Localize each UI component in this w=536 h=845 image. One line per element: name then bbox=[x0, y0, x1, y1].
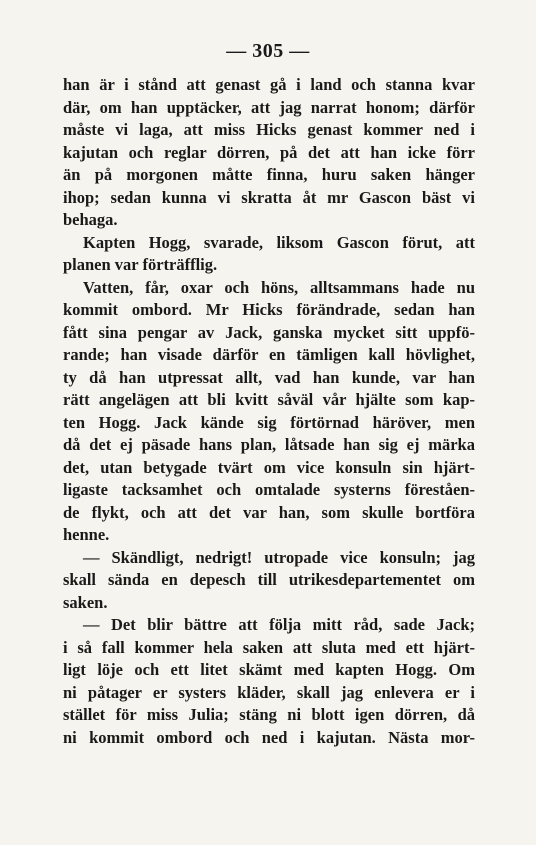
text-line: planen var förträfflig. bbox=[63, 255, 218, 274]
text-line: Kapten Hogg, svarade, liksom Gascon förut, att bbox=[83, 232, 475, 252]
text-line: fått sina pengar av Jack, ganska mycket sitt uppfö- bbox=[63, 322, 475, 342]
text-line: ihop; sedan kunna vi skratta åt mr Gascon bäst vi bbox=[63, 187, 475, 207]
text-line: ligt löje och ett litet skämt med kapten Hogg. Om bbox=[63, 660, 475, 679]
text-line: behaga. bbox=[63, 210, 118, 229]
text-line: i så fall kommer hela saken att sluta med ett hjärt- bbox=[63, 637, 475, 657]
text-line: ligaste tacksamhet och omtalade systerns föreståen- bbox=[63, 480, 475, 499]
text-line: ty då han utpressat allt, vad han kunde, var han bbox=[63, 367, 475, 387]
text-line: kajutan och reglar dörren, på det att han icke förr bbox=[63, 142, 475, 162]
text-line: då det ej pa͏̈sade hans plan, låtsade han sig ej märka bbox=[63, 435, 475, 454]
text-line: skall sända en depesch till utrikesdepartementet om bbox=[63, 570, 475, 589]
text-line: saken. bbox=[63, 592, 108, 612]
text-line: där, om han upptäcker, att jag narrat honom; därför bbox=[63, 97, 475, 117]
text-line: han är i stånd att genast gå i land och stanna kvar bbox=[63, 75, 475, 94]
text-line: — Det blir bättre att följa mitt råd, sade Jack; bbox=[83, 615, 475, 634]
text-line: det, utan betygade tvärt om vice konsuln sin hjärt- bbox=[63, 457, 475, 477]
text-line: Vatten, får, oxar och höns, alltsammans hade nu bbox=[83, 277, 475, 297]
body-text bbox=[63, 74, 475, 749]
text-line: henne. bbox=[63, 525, 110, 544]
text-line: ni påtager er systers kläder, skall jag enlevera er i bbox=[63, 682, 475, 702]
text-line: de flykt, och att det var han, som skulle bortföra bbox=[63, 502, 475, 522]
text-line: stället för miss Julia; stäng ni blott igen dörren, då bbox=[63, 705, 475, 724]
text-line: kommit ombord. Mr Hicks förändrade, sedan han bbox=[63, 300, 475, 319]
text-line: ten Hogg. Jack kände sig förtörnad häröver, men bbox=[63, 412, 475, 432]
text-line: än på morgonen måtte finna, huru saken hänger bbox=[63, 165, 475, 184]
text-line: ni kommit ombord och ned i kajutan. Nästa mor- bbox=[63, 727, 475, 747]
text-line: rätt angelägen att bli kvitt såväl vår hjälte som kap- bbox=[63, 390, 475, 409]
text-line: måste vi laga, att miss Hicks genast kommer ned i bbox=[63, 120, 475, 139]
text-line: — Skändligt, nedrigt! utropade vice konsuln; jag bbox=[83, 547, 475, 567]
page-number: — 305 — bbox=[226, 40, 310, 62]
text-line: rande; han visade därför en tämligen kall hövlighet, bbox=[63, 345, 475, 364]
